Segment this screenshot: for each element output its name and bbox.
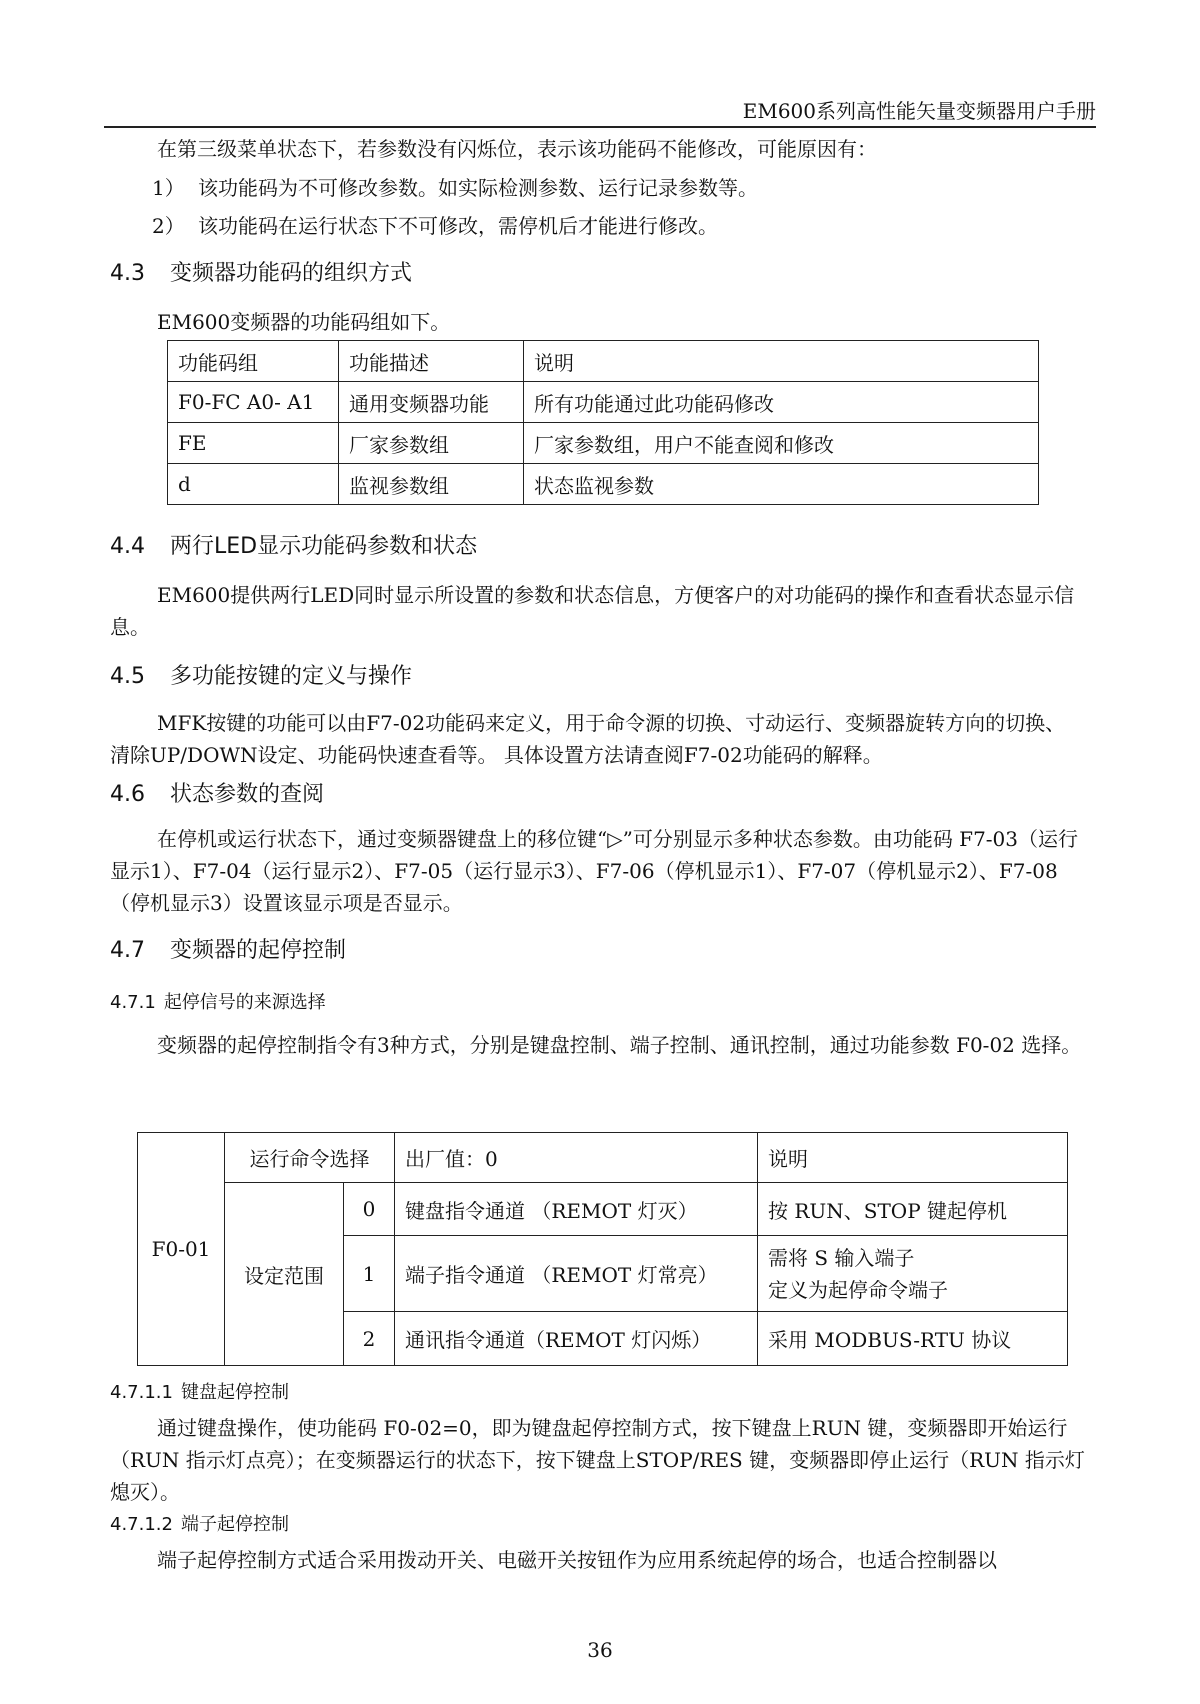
section-paragraph: 在停机或运行状态下，通过变频器键盘上的移位键“▷”可分别显示多种状态参数。由功能码 F7-03（运行显示1）、F7-04（运行显示2）、F7-05（运行显示3）、F7-06（停机显示1）、F7-07（停机显示2）、F7-08（停机显示3）设置该显示项是否显示。 <box>110 827 1078 915</box>
header-rule <box>104 126 1096 128</box>
section-number: 4.7.1.1 <box>110 1382 173 1403</box>
table-header-cell: 功能码组 <box>168 341 339 382</box>
section-heading-4-4 <box>110 529 477 560</box>
section-paragraph: 变频器的起停控制指令有3种方式，分别是键盘控制、端子控制、通讯控制，通过功能参数 F0-02 选择。 <box>157 1033 1082 1057</box>
table-header-row <box>138 1133 1068 1183</box>
section-number: 4.4 <box>110 534 145 559</box>
subsection-heading-4-7-1 <box>110 988 326 1014</box>
desc-cell: 采用 MODBUS-RTU 协议 <box>758 1312 1068 1366</box>
section-text: EM600变频器的功能码组如下。 <box>157 310 451 334</box>
desc-header-cell: 说明 <box>758 1133 1068 1183</box>
param-code-cell: F0-01 <box>138 1133 225 1366</box>
channel-cell: 键盘指令通道 （REMOT 灯灭） <box>395 1183 758 1236</box>
value-cell: 0 <box>344 1183 395 1236</box>
section-paragraph: 通过键盘操作，使功能码 F0-02=0，即为键盘起停控制方式，按下键盘上RUN 键，变频器即开始运行（RUN 指示灯点亮）；在变频器运行的状态下，按下键盘上STOP/RES 键，变频器即停止运行（RUN 指示灯熄灭）。 <box>110 1416 1085 1504</box>
section-heading-4-7 <box>110 933 346 964</box>
section-heading-4-6 <box>110 777 324 808</box>
table-cell: F0-FC A0- A1 <box>168 382 339 423</box>
section-paragraph: MFK按键的功能可以由F7-02功能码来定义，用于命令源的切换、寸动运行、变频器旋转方向的切换、清除UP/DOWN设定、功能码快速查看等。 具体设置方法请查阅F7-02功能码的解释。 <box>110 711 1066 767</box>
desc-cell <box>758 1236 1068 1312</box>
desc-cell: 按 RUN、STOP 键起停机 <box>758 1183 1068 1236</box>
table-row <box>168 464 1039 505</box>
section-number: 4.7.1.2 <box>110 1514 173 1535</box>
channel-cell: 端子指令通道 （REMOT 灯常亮） <box>395 1236 758 1312</box>
run-command-table <box>137 1132 1068 1366</box>
table-cell: 监视参数组 <box>339 464 524 505</box>
table-cell: d <box>168 464 339 505</box>
section-title: 多功能按键的定义与操作 <box>170 664 413 689</box>
section-title: 状态参数的查阅 <box>170 782 325 807</box>
param-name-cell: 运行命令选择 <box>225 1133 395 1183</box>
range-label-cell: 设定范围 <box>225 1183 344 1366</box>
list-text: 该功能码在运行状态下不可修改，需停机后才能进行修改。 <box>198 214 718 238</box>
subsection-heading-4-7-1-2 <box>110 1510 289 1536</box>
channel-cell: 通讯指令通道（REMOT 灯闪烁） <box>395 1312 758 1366</box>
section-number: 4.3 <box>110 261 145 286</box>
section-number: 4.5 <box>110 664 145 689</box>
table-cell: 厂家参数组 <box>339 423 524 464</box>
section-title: 两行LED显示功能码参数和状态 <box>170 534 478 559</box>
table-row <box>168 382 1039 423</box>
section-number: 4.6 <box>110 782 145 807</box>
page-number: 36 <box>587 1638 613 1662</box>
table-header-row <box>168 341 1039 382</box>
section-number: 4.7 <box>110 938 145 963</box>
section-paragraph: 端子起停控制方式适合采用拨动开关、电磁开关按钮作为应用系统起停的场合，也适合控制器以 <box>157 1548 997 1572</box>
subsection-heading-4-7-1-1 <box>110 1378 289 1404</box>
section-title: 变频器的起停控制 <box>170 938 347 963</box>
intro-line: 在第三级菜单状态下，若参数没有闪烁位，表示该功能码不能修改，可能原因有： <box>157 137 877 161</box>
value-cell: 2 <box>344 1312 395 1366</box>
table-header-cell: 说明 <box>524 341 1039 382</box>
table-cell: 通用变频器功能 <box>339 382 524 423</box>
desc-line: 定义为起停命令端子 <box>768 1277 948 1302</box>
list-item-1 <box>152 173 758 203</box>
table-header-cell: 功能描述 <box>339 341 524 382</box>
table-cell: 所有功能通过此功能码修改 <box>524 382 1039 423</box>
table-row <box>138 1183 1068 1236</box>
list-number: 1） <box>152 176 185 200</box>
section-paragraph: EM600提供两行LED同时显示所设置的参数和状态信息，方便客户的对功能码的操作和查看状态显示信息。 <box>110 583 1075 639</box>
section-number: 4.7.1 <box>110 992 156 1013</box>
section-title: 变频器功能码的组织方式 <box>170 261 413 286</box>
section-title: 端子起停控制 <box>180 1514 289 1535</box>
table-row <box>168 423 1039 464</box>
default-value-cell: 出厂值：0 <box>395 1133 758 1183</box>
section-heading-4-5 <box>110 659 412 690</box>
value-cell: 1 <box>344 1236 395 1312</box>
table-cell: FE <box>168 423 339 464</box>
list-number: 2） <box>152 214 185 238</box>
function-code-group-table <box>167 340 1039 505</box>
section-title: 键盘起停控制 <box>180 1382 289 1403</box>
running-header: EM600系列高性能矢量变频器用户手册 <box>742 99 1096 123</box>
table-cell: 厂家参数组，用户不能查阅和修改 <box>524 423 1039 464</box>
section-title: 起停信号的来源选择 <box>163 992 326 1013</box>
table-cell: 状态监视参数 <box>524 464 1039 505</box>
list-text: 该功能码为不可修改参数。如实际检测参数、运行记录参数等。 <box>198 176 758 200</box>
section-heading-4-3 <box>110 256 412 287</box>
desc-line: 需将 S 输入端子 <box>768 1245 915 1270</box>
list-item-2 <box>152 211 718 241</box>
